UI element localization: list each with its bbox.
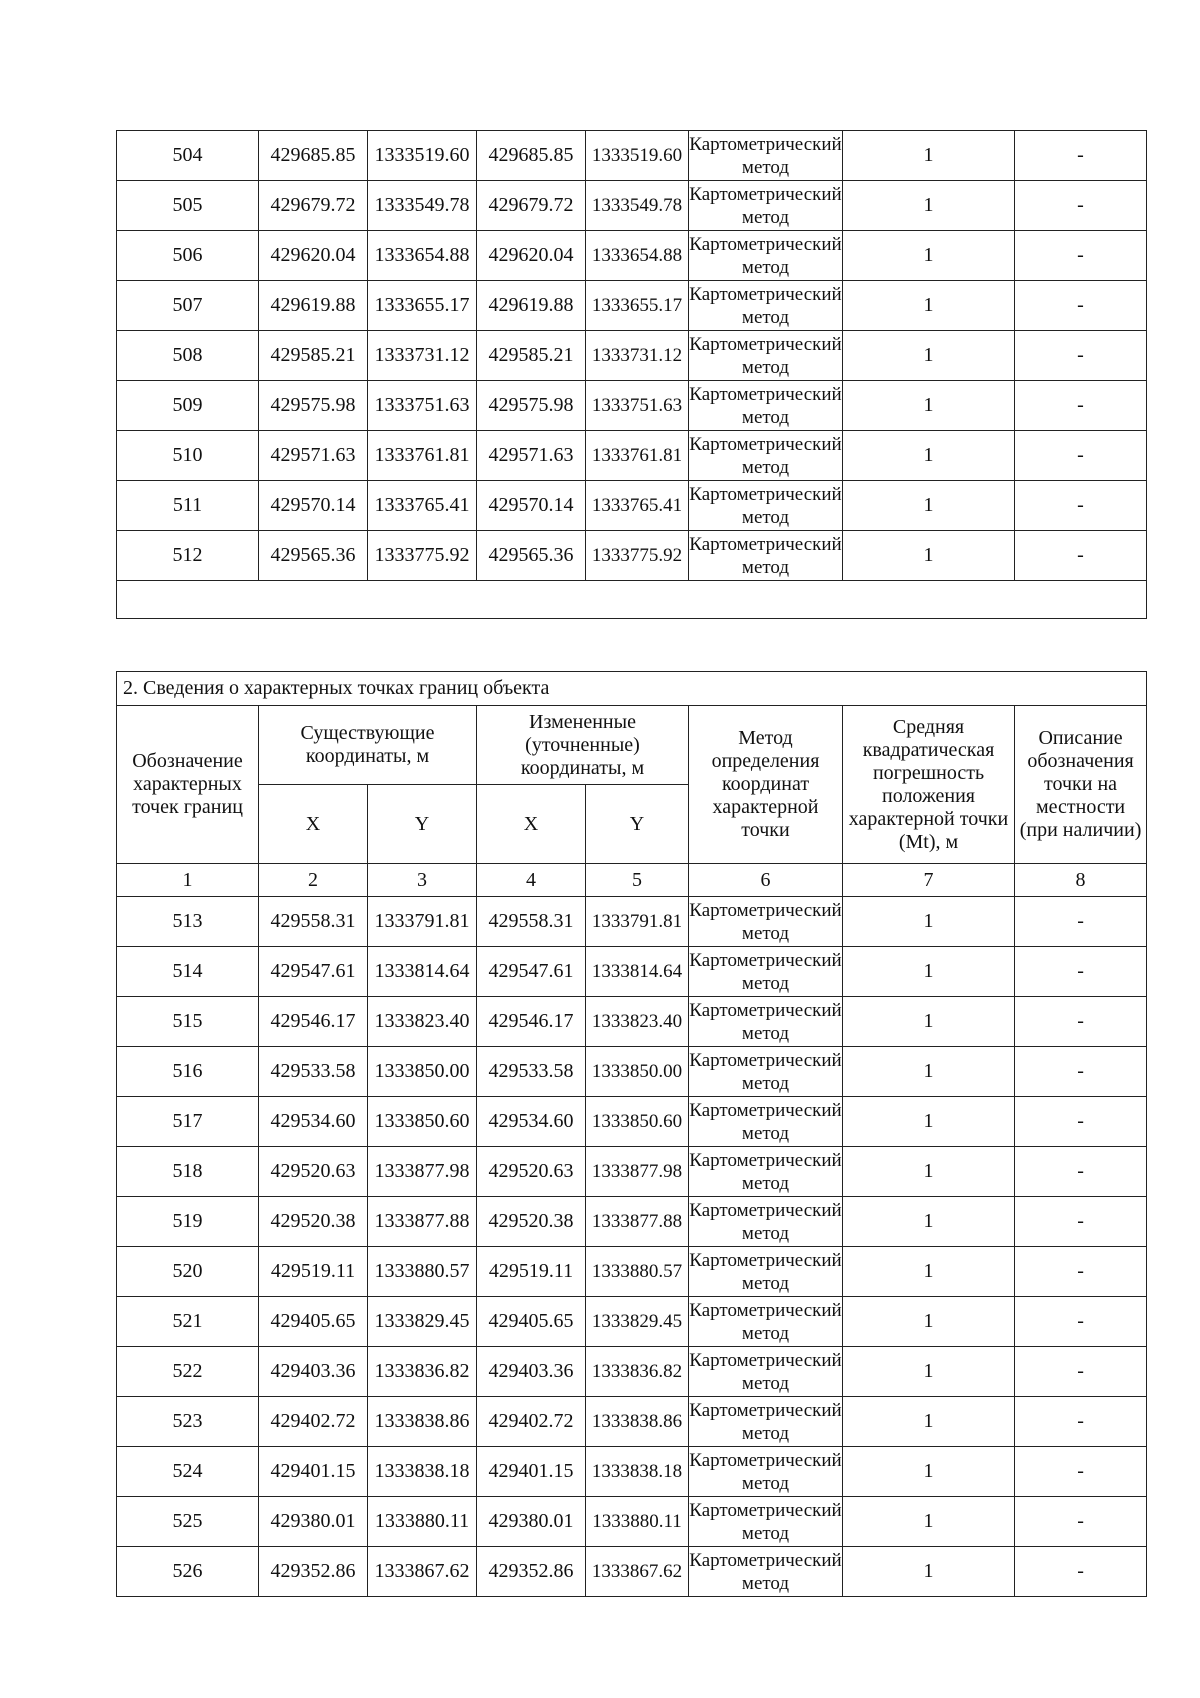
cell-method: Картометрический метод bbox=[689, 1147, 843, 1197]
cell-x-existing: 429534.60 bbox=[259, 1097, 368, 1147]
table-row bbox=[117, 1147, 1147, 1197]
column-number: 1 bbox=[117, 864, 259, 897]
cell-error: 1 bbox=[843, 131, 1015, 181]
cell-error: 1 bbox=[843, 947, 1015, 997]
cell-y-existing: 1333867.62 bbox=[368, 1547, 477, 1597]
table-caption: 2. Сведения о характерных точках границ объекта bbox=[117, 672, 1147, 706]
cell-error: 1 bbox=[843, 1497, 1015, 1547]
cell-y-existing: 1333814.64 bbox=[368, 947, 477, 997]
header-y-changed: Y bbox=[586, 785, 689, 864]
cell-x-existing: 429575.98 bbox=[259, 381, 368, 431]
table-body bbox=[117, 897, 1147, 1597]
cell-y-changed: 1333765.41 bbox=[586, 481, 689, 531]
cell-error: 1 bbox=[843, 231, 1015, 281]
cell-error: 1 bbox=[843, 181, 1015, 231]
cell-x-existing: 429679.72 bbox=[259, 181, 368, 231]
cell-point: 525 bbox=[117, 1497, 259, 1547]
table-row bbox=[117, 231, 1147, 281]
cell-x-existing: 429558.31 bbox=[259, 897, 368, 947]
cell-point: 526 bbox=[117, 1547, 259, 1597]
cell-point: 515 bbox=[117, 997, 259, 1047]
table-row bbox=[117, 897, 1147, 947]
table-row bbox=[117, 481, 1147, 531]
cell-x-changed: 429558.31 bbox=[477, 897, 586, 947]
cell-x-existing: 429403.36 bbox=[259, 1347, 368, 1397]
header-existing-coordinates: Существующие координаты, м bbox=[259, 706, 477, 785]
cell-description: - bbox=[1015, 181, 1147, 231]
cell-error: 1 bbox=[843, 1447, 1015, 1497]
table-row bbox=[117, 131, 1147, 181]
cell-method: Картометрический метод bbox=[689, 897, 843, 947]
column-number: 5 bbox=[586, 864, 689, 897]
table-row bbox=[117, 281, 1147, 331]
cell-y-changed: 1333850.00 bbox=[586, 1047, 689, 1097]
cell-y-changed: 1333775.92 bbox=[586, 531, 689, 581]
cell-y-existing: 1333519.60 bbox=[368, 131, 477, 181]
cell-y-changed: 1333877.88 bbox=[586, 1197, 689, 1247]
cell-point: 512 bbox=[117, 531, 259, 581]
cell-x-changed: 429679.72 bbox=[477, 181, 586, 231]
cell-method: Картометрический метод bbox=[689, 1497, 843, 1547]
cell-description: - bbox=[1015, 281, 1147, 331]
cell-error: 1 bbox=[843, 431, 1015, 481]
cell-error: 1 bbox=[843, 1047, 1015, 1097]
column-number: 3 bbox=[368, 864, 477, 897]
cell-point: 524 bbox=[117, 1447, 259, 1497]
table-row bbox=[117, 997, 1147, 1047]
cell-description: - bbox=[1015, 1347, 1147, 1397]
cell-x-existing: 429685.85 bbox=[259, 131, 368, 181]
cell-method: Картометрический метод bbox=[689, 1547, 843, 1597]
cell-error: 1 bbox=[843, 1097, 1015, 1147]
cell-description: - bbox=[1015, 381, 1147, 431]
cell-description: - bbox=[1015, 331, 1147, 381]
cell-error: 1 bbox=[843, 1297, 1015, 1347]
cell-y-existing: 1333731.12 bbox=[368, 331, 477, 381]
cell-y-existing: 1333765.41 bbox=[368, 481, 477, 531]
header-error: Средняя квадратическая погрешность положения характерной точки (Mt), м bbox=[843, 706, 1015, 864]
cell-error: 1 bbox=[843, 331, 1015, 381]
cell-point: 513 bbox=[117, 897, 259, 947]
header-x-changed: X bbox=[477, 785, 586, 864]
empty-cell bbox=[117, 581, 1147, 619]
cell-x-existing: 429380.01 bbox=[259, 1497, 368, 1547]
cell-point: 504 bbox=[117, 131, 259, 181]
cell-y-existing: 1333751.63 bbox=[368, 381, 477, 431]
cell-description: - bbox=[1015, 531, 1147, 581]
cell-y-changed: 1333519.60 bbox=[586, 131, 689, 181]
cell-error: 1 bbox=[843, 1547, 1015, 1597]
table-header bbox=[117, 672, 1147, 897]
cell-method: Картометрический метод bbox=[689, 1197, 843, 1247]
cell-description: - bbox=[1015, 1097, 1147, 1147]
cell-x-existing: 429620.04 bbox=[259, 231, 368, 281]
cell-error: 1 bbox=[843, 997, 1015, 1047]
column-number: 2 bbox=[259, 864, 368, 897]
cell-method: Картометрический метод bbox=[689, 281, 843, 331]
cell-y-existing: 1333877.98 bbox=[368, 1147, 477, 1197]
cell-error: 1 bbox=[843, 1347, 1015, 1397]
cell-x-changed: 429533.58 bbox=[477, 1047, 586, 1097]
table-row bbox=[117, 531, 1147, 581]
cell-y-existing: 1333836.82 bbox=[368, 1347, 477, 1397]
cell-description: - bbox=[1015, 231, 1147, 281]
cell-y-existing: 1333775.92 bbox=[368, 531, 477, 581]
cell-x-existing: 429533.58 bbox=[259, 1047, 368, 1097]
cell-point: 514 bbox=[117, 947, 259, 997]
cell-description: - bbox=[1015, 1447, 1147, 1497]
cell-y-existing: 1333829.45 bbox=[368, 1297, 477, 1347]
cell-point: 519 bbox=[117, 1197, 259, 1247]
cell-method: Картометрический метод bbox=[689, 331, 843, 381]
cell-method: Картометрический метод bbox=[689, 531, 843, 581]
cell-y-changed: 1333751.63 bbox=[586, 381, 689, 431]
cell-method: Картометрический метод bbox=[689, 1397, 843, 1447]
cell-point: 511 bbox=[117, 481, 259, 531]
cell-x-changed: 429403.36 bbox=[477, 1347, 586, 1397]
cell-error: 1 bbox=[843, 897, 1015, 947]
cell-y-changed: 1333880.57 bbox=[586, 1247, 689, 1297]
cell-x-changed: 429685.85 bbox=[477, 131, 586, 181]
cell-x-changed: 429520.38 bbox=[477, 1197, 586, 1247]
cell-y-existing: 1333838.18 bbox=[368, 1447, 477, 1497]
cell-x-changed: 429620.04 bbox=[477, 231, 586, 281]
cell-x-changed: 429380.01 bbox=[477, 1497, 586, 1547]
cell-point: 521 bbox=[117, 1297, 259, 1347]
table-row bbox=[117, 1297, 1147, 1347]
cell-method: Картометрический метод bbox=[689, 231, 843, 281]
table-body bbox=[117, 131, 1147, 619]
cell-x-changed: 429546.17 bbox=[477, 997, 586, 1047]
cell-point: 520 bbox=[117, 1247, 259, 1297]
cell-y-changed: 1333838.86 bbox=[586, 1397, 689, 1447]
cell-y-changed: 1333549.78 bbox=[586, 181, 689, 231]
table-row bbox=[117, 381, 1147, 431]
cell-x-existing: 429546.17 bbox=[259, 997, 368, 1047]
cell-y-changed: 1333829.45 bbox=[586, 1297, 689, 1347]
cell-point: 523 bbox=[117, 1397, 259, 1447]
cell-y-existing: 1333655.17 bbox=[368, 281, 477, 331]
cell-error: 1 bbox=[843, 1147, 1015, 1197]
cell-description: - bbox=[1015, 1297, 1147, 1347]
cell-method: Картометрический метод bbox=[689, 1447, 843, 1497]
header-point: Обозначение характерных точек границ bbox=[117, 706, 259, 864]
cell-description: - bbox=[1015, 997, 1147, 1047]
cell-method: Картометрический метод bbox=[689, 947, 843, 997]
cell-x-existing: 429619.88 bbox=[259, 281, 368, 331]
table-row bbox=[117, 1397, 1147, 1447]
cell-x-changed: 429571.63 bbox=[477, 431, 586, 481]
cell-y-changed: 1333867.62 bbox=[586, 1547, 689, 1597]
cell-description: - bbox=[1015, 1047, 1147, 1097]
cell-method: Картометрический метод bbox=[689, 381, 843, 431]
cell-description: - bbox=[1015, 1147, 1147, 1197]
table-row bbox=[117, 1547, 1147, 1597]
cell-point: 508 bbox=[117, 331, 259, 381]
cell-x-changed: 429519.11 bbox=[477, 1247, 586, 1297]
cell-x-changed: 429565.36 bbox=[477, 531, 586, 581]
cell-y-existing: 1333880.57 bbox=[368, 1247, 477, 1297]
cell-point: 517 bbox=[117, 1097, 259, 1147]
column-number: 4 bbox=[477, 864, 586, 897]
column-number: 8 bbox=[1015, 864, 1147, 897]
cell-y-changed: 1333655.17 bbox=[586, 281, 689, 331]
cell-method: Картометрический метод bbox=[689, 1097, 843, 1147]
header-method: Метод определения координат характерной точки bbox=[689, 706, 843, 864]
table-row bbox=[117, 1347, 1147, 1397]
cell-description: - bbox=[1015, 131, 1147, 181]
cell-method: Картометрический метод bbox=[689, 181, 843, 231]
cell-y-changed: 1333836.82 bbox=[586, 1347, 689, 1397]
table-row-empty bbox=[117, 581, 1147, 619]
cell-method: Картометрический метод bbox=[689, 1297, 843, 1347]
cell-x-existing: 429405.65 bbox=[259, 1297, 368, 1347]
cell-method: Картометрический метод bbox=[689, 481, 843, 531]
table-row bbox=[117, 1197, 1147, 1247]
cell-y-existing: 1333761.81 bbox=[368, 431, 477, 481]
cell-description: - bbox=[1015, 1397, 1147, 1447]
header-changed-coordinates: Измененные (уточненные) координаты, м bbox=[477, 706, 689, 785]
cell-y-existing: 1333880.11 bbox=[368, 1497, 477, 1547]
column-number: 7 bbox=[843, 864, 1015, 897]
cell-x-changed: 429547.61 bbox=[477, 947, 586, 997]
cell-y-changed: 1333654.88 bbox=[586, 231, 689, 281]
cell-error: 1 bbox=[843, 281, 1015, 331]
cell-method: Картометрический метод bbox=[689, 131, 843, 181]
cell-x-changed: 429575.98 bbox=[477, 381, 586, 431]
cell-y-existing: 1333823.40 bbox=[368, 997, 477, 1047]
cell-y-changed: 1333877.98 bbox=[586, 1147, 689, 1197]
cell-y-existing: 1333850.60 bbox=[368, 1097, 477, 1147]
cell-method: Картометрический метод bbox=[689, 1247, 843, 1297]
cell-error: 1 bbox=[843, 1197, 1015, 1247]
table-row bbox=[117, 331, 1147, 381]
cell-method: Картометрический метод bbox=[689, 997, 843, 1047]
coordinates-table-continued bbox=[116, 130, 1147, 619]
cell-x-changed: 429402.72 bbox=[477, 1397, 586, 1447]
cell-error: 1 bbox=[843, 1247, 1015, 1297]
table-row bbox=[117, 1447, 1147, 1497]
cell-x-changed: 429585.21 bbox=[477, 331, 586, 381]
header-x-existing: X bbox=[259, 785, 368, 864]
cell-y-existing: 1333791.81 bbox=[368, 897, 477, 947]
cell-point: 506 bbox=[117, 231, 259, 281]
cell-method: Картометрический метод bbox=[689, 1347, 843, 1397]
cell-point: 505 bbox=[117, 181, 259, 231]
cell-x-changed: 429520.63 bbox=[477, 1147, 586, 1197]
cell-point: 518 bbox=[117, 1147, 259, 1197]
cell-y-changed: 1333823.40 bbox=[586, 997, 689, 1047]
cell-y-changed: 1333791.81 bbox=[586, 897, 689, 947]
cell-y-changed: 1333731.12 bbox=[586, 331, 689, 381]
cell-description: - bbox=[1015, 1247, 1147, 1297]
cell-error: 1 bbox=[843, 381, 1015, 431]
cell-error: 1 bbox=[843, 1397, 1015, 1447]
cell-description: - bbox=[1015, 1547, 1147, 1597]
cell-x-existing: 429547.61 bbox=[259, 947, 368, 997]
cell-y-changed: 1333838.18 bbox=[586, 1447, 689, 1497]
cell-x-changed: 429401.15 bbox=[477, 1447, 586, 1497]
cell-x-existing: 429520.38 bbox=[259, 1197, 368, 1247]
table-row bbox=[117, 181, 1147, 231]
cell-error: 1 bbox=[843, 481, 1015, 531]
cell-description: - bbox=[1015, 431, 1147, 481]
cell-x-changed: 429405.65 bbox=[477, 1297, 586, 1347]
cell-error: 1 bbox=[843, 531, 1015, 581]
cell-x-existing: 429402.72 bbox=[259, 1397, 368, 1447]
cell-x-changed: 429570.14 bbox=[477, 481, 586, 531]
cell-x-changed: 429534.60 bbox=[477, 1097, 586, 1147]
cell-description: - bbox=[1015, 897, 1147, 947]
cell-method: Картометрический метод bbox=[689, 1047, 843, 1097]
table-row bbox=[117, 947, 1147, 997]
cell-y-changed: 1333880.11 bbox=[586, 1497, 689, 1547]
cell-x-existing: 429585.21 bbox=[259, 331, 368, 381]
cell-y-existing: 1333877.88 bbox=[368, 1197, 477, 1247]
header-description: Описание обозначения точки на местности (при наличии) bbox=[1015, 706, 1147, 864]
cell-description: - bbox=[1015, 1197, 1147, 1247]
cell-point: 510 bbox=[117, 431, 259, 481]
cell-y-changed: 1333850.60 bbox=[586, 1097, 689, 1147]
cell-x-existing: 429570.14 bbox=[259, 481, 368, 531]
column-number: 6 bbox=[689, 864, 843, 897]
cell-method: Картометрический метод bbox=[689, 431, 843, 481]
table-row bbox=[117, 1497, 1147, 1547]
cell-y-changed: 1333761.81 bbox=[586, 431, 689, 481]
cell-y-changed: 1333814.64 bbox=[586, 947, 689, 997]
table-row bbox=[117, 1097, 1147, 1147]
cell-point: 516 bbox=[117, 1047, 259, 1097]
boundary-points-table bbox=[116, 671, 1147, 1597]
cell-x-existing: 429401.15 bbox=[259, 1447, 368, 1497]
table-row bbox=[117, 1047, 1147, 1097]
cell-x-existing: 429571.63 bbox=[259, 431, 368, 481]
cell-description: - bbox=[1015, 1497, 1147, 1547]
cell-description: - bbox=[1015, 947, 1147, 997]
cell-point: 522 bbox=[117, 1347, 259, 1397]
cell-y-existing: 1333838.86 bbox=[368, 1397, 477, 1447]
cell-y-existing: 1333549.78 bbox=[368, 181, 477, 231]
table-row bbox=[117, 1247, 1147, 1297]
cell-x-changed: 429352.86 bbox=[477, 1547, 586, 1597]
cell-description: - bbox=[1015, 481, 1147, 531]
cell-y-existing: 1333850.00 bbox=[368, 1047, 477, 1097]
cell-x-existing: 429565.36 bbox=[259, 531, 368, 581]
cell-point: 507 bbox=[117, 281, 259, 331]
table-row bbox=[117, 431, 1147, 481]
cell-y-existing: 1333654.88 bbox=[368, 231, 477, 281]
cell-point: 509 bbox=[117, 381, 259, 431]
cell-x-existing: 429520.63 bbox=[259, 1147, 368, 1197]
header-y-existing: Y bbox=[368, 785, 477, 864]
cell-x-existing: 429519.11 bbox=[259, 1247, 368, 1297]
cell-x-existing: 429352.86 bbox=[259, 1547, 368, 1597]
cell-x-changed: 429619.88 bbox=[477, 281, 586, 331]
